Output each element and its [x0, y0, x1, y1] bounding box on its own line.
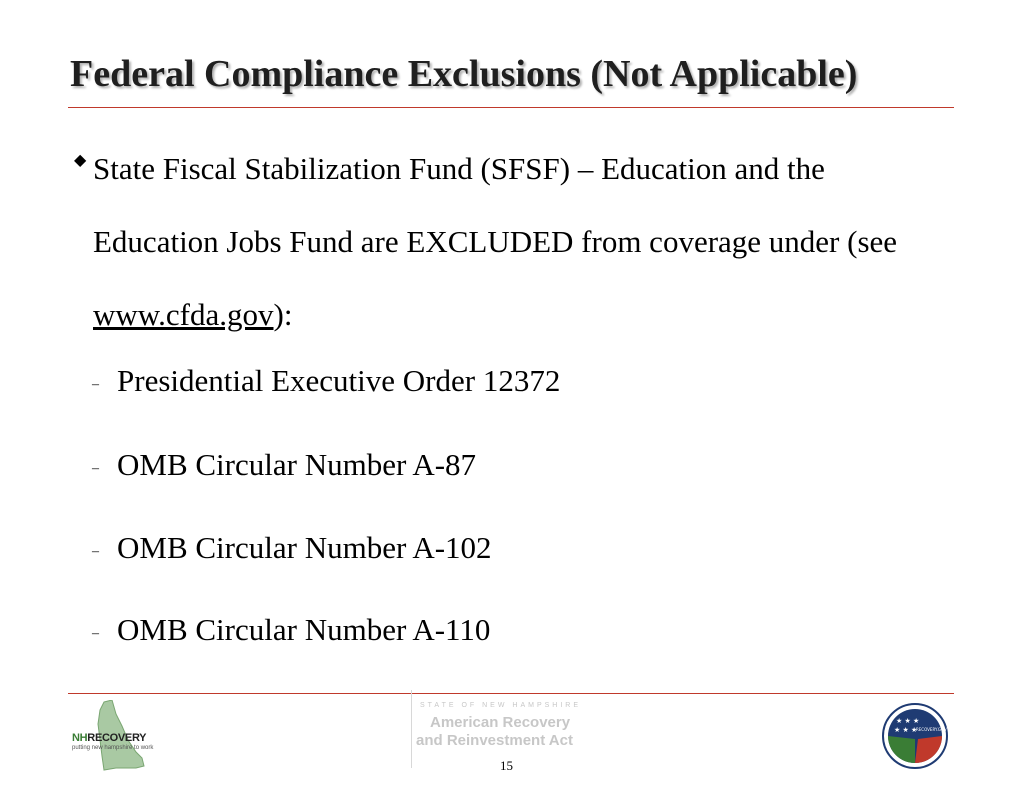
recovery-seal-icon [882, 703, 948, 769]
main-bullet-text [93, 132, 953, 351]
arra-logo [416, 702, 616, 757]
svg-text:RECOVERY.GOV: RECOVERY.GOV [916, 727, 947, 732]
sub-bullet-text: OMB Circular Number A-110 [117, 612, 491, 647]
dash-bullet-icon: – [92, 544, 99, 559]
diamond-bullet-icon: ◆ [74, 152, 87, 169]
cfda-link[interactable]: www.cfda.gov [93, 297, 274, 332]
title-divider [68, 107, 954, 108]
nh-brand-recovery: RECOVERY [87, 732, 147, 744]
dash-bullet-icon: – [92, 461, 99, 476]
footer-vertical-divider [411, 690, 412, 768]
nh-recovery-wordmark [72, 732, 146, 744]
svg-text:★ ★ ★: ★ ★ ★ [894, 726, 918, 734]
nh-brand-nh: NH [72, 732, 88, 744]
sub-bullet-text: OMB Circular Number A-87 [117, 447, 477, 482]
bullet-text-after-link: ): [273, 297, 293, 332]
sub-bullet-text: Presidential Executive Order 12372 [117, 363, 561, 398]
dash-bullet-icon: – [92, 626, 99, 641]
arra-line1: American Recovery [430, 714, 571, 731]
page-number: 15 [500, 758, 513, 773]
bullet-text-before-link: State Fiscal Stabilization Fund (SFSF) – Education and the Education Jobs Fund are EXCLUDED from coverage under (see [93, 151, 898, 259]
footer-divider [68, 693, 954, 694]
nh-recovery-logo [70, 700, 170, 772]
arra-state-caption: STATE OF NEW HAMPSHIRE [420, 702, 582, 709]
arra-line2: and Reinvestment Act [416, 732, 573, 749]
sub-bullet-text: OMB Circular Number A-102 [117, 530, 492, 565]
nh-tagline: putting new hampshire to work [72, 745, 154, 751]
svg-text:★ ★ ★: ★ ★ ★ [896, 717, 920, 725]
dash-bullet-icon: – [92, 377, 99, 392]
slide-title: Federal Compliance Exclusions (Not Applicable) [70, 53, 858, 95]
